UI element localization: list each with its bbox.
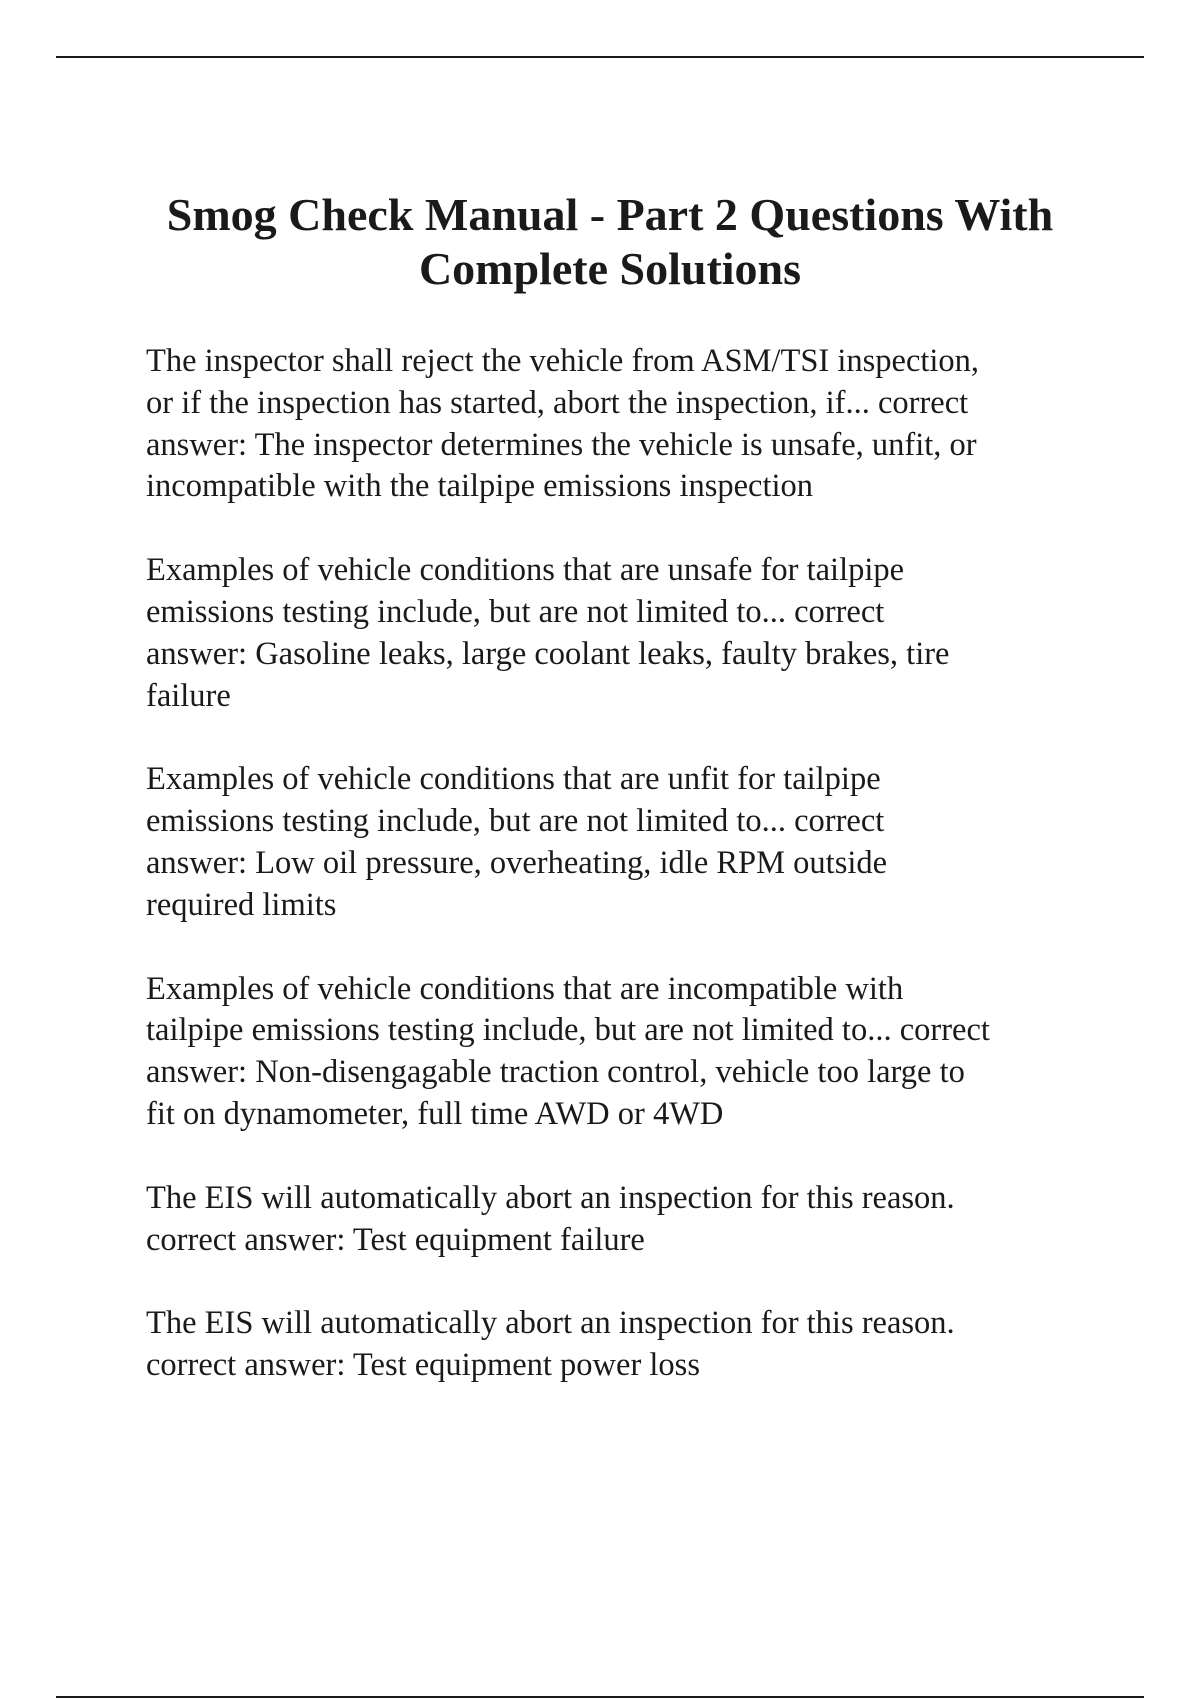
qa-entry: The EIS will automatically abort an inspection for this reason. correct answer: Test equipment failure (146, 1179, 955, 1258)
qa-entry: The inspector shall reject the vehicle from ASM/TSI inspection, or if the inspection has started, abort the inspection, if... correct answer: The inspector determines the vehicle is unsafe, unfit, or incompatible with the tailpipe emissions inspection (146, 343, 980, 505)
qa-entry: The EIS will automatically abort an inspection for this reason. correct answer: Test equipment power loss (146, 1305, 955, 1384)
qa-entry: Examples of vehicle conditions that are incompatible with tailpipe emissions testing include, but are not limited to... correct answer: Non-disengagable traction control, vehicle too large to fit on dynamometer, full time AWD or 4WD (146, 970, 990, 1132)
top-rule (56, 56, 1144, 58)
qa-list (146, 341, 1106, 1429)
page-title: Smog Check Manual - Part 2 Questions With Complete Solutions (166, 189, 1054, 294)
qa-entry: Examples of vehicle conditions that are unsafe for tailpipe emissions testing include, but are not limited to... correct answer: Gasoline leaks, large coolant leaks, faulty brakes, tire failure (146, 552, 950, 714)
bottom-rule (56, 1696, 1144, 1698)
qa-entry: Examples of vehicle conditions that are unfit for tailpipe emissions testing include, but are not limited to... correct answer: Low oil pressure, overheating, idle RPM outside required limits (146, 761, 888, 923)
